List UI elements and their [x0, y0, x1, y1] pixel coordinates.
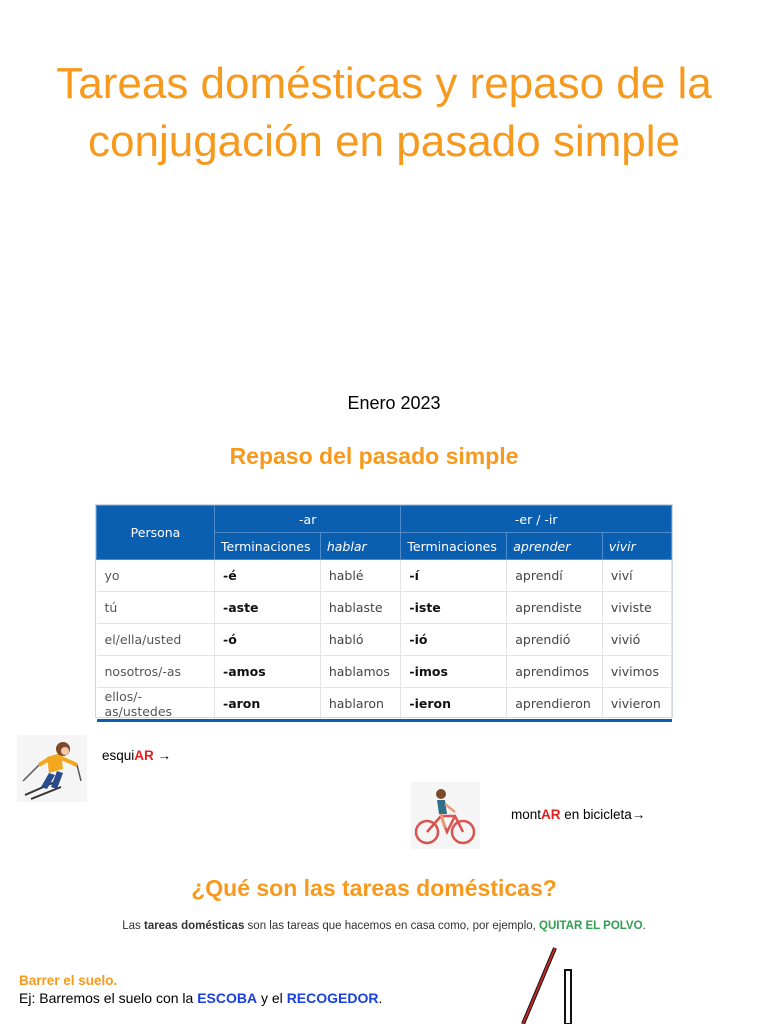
verb-cell: hablamos	[320, 656, 401, 688]
persona-header: Persona	[97, 506, 215, 560]
ski-caption	[102, 748, 171, 763]
er-ir-endings-header: Terminaciones	[401, 533, 507, 560]
table-row	[97, 592, 672, 624]
barrer-title: Barrer el suelo.	[19, 973, 118, 988]
barrer-example	[19, 990, 382, 1006]
definition-example: QUITAR EL POLVO	[539, 920, 643, 932]
ending-cell: -iste	[401, 592, 507, 624]
bike-caption	[511, 807, 645, 822]
ending-cell: -é	[215, 560, 321, 592]
ending-cell: -í	[401, 560, 507, 592]
escoba-word: ESCOBA	[197, 990, 258, 1006]
er-ir-group-header: -er / -ir	[401, 506, 672, 533]
ending-cell: -ó	[215, 624, 321, 656]
chores-heading: ¿Qué son las tareas domésticas?	[191, 875, 557, 901]
verb-cell: viví	[602, 560, 671, 592]
persona-cell: el/ella/usted	[97, 624, 215, 656]
barrer-text-2: y el	[257, 990, 287, 1006]
verb-cell: hablé	[320, 560, 401, 592]
page-title: Tareas domésticas y repaso de la conjugación en pasado simple	[56, 59, 712, 166]
verb-cell: aprendimos	[507, 656, 603, 688]
persona-cell: tú	[97, 592, 215, 624]
ending-cell: -amos	[215, 656, 321, 688]
ar-endings-header: Terminaciones	[215, 533, 321, 560]
verb-cell: aprendió	[507, 624, 603, 656]
persona-cell: yo	[97, 560, 215, 592]
ending-cell: -ió	[401, 624, 507, 656]
ending-cell: -imos	[401, 656, 507, 688]
bike-suffix: en bicicleta→	[560, 807, 646, 822]
table-row	[97, 656, 672, 688]
ski-prefix: esqui	[102, 748, 135, 763]
table-row	[97, 560, 672, 592]
vivir-header: vivir	[602, 533, 671, 560]
chores-definition	[0, 920, 768, 932]
ending-cell: -aste	[215, 592, 321, 624]
review-heading: Repaso del pasado simple	[229, 443, 519, 469]
cyclist-icon	[411, 782, 480, 849]
barrer-text-1: Ej: Barremos el suelo con la	[19, 990, 198, 1006]
hablar-header: hablar	[320, 533, 401, 560]
verb-cell: aprendiste	[507, 592, 603, 624]
verb-cell: vivimos	[602, 656, 671, 688]
bike-ending: AR	[541, 807, 561, 822]
table-row	[97, 688, 672, 721]
ski-ending: AR	[134, 748, 154, 763]
ending-cell: -aron	[215, 688, 321, 721]
definition-text-3: .	[642, 920, 646, 932]
verb-cell: hablaste	[320, 592, 401, 624]
broom-icon	[505, 944, 585, 1024]
verb-cell: hablaron	[320, 688, 401, 721]
verb-cell: vivió	[602, 624, 671, 656]
ending-cell: -ieron	[401, 688, 507, 721]
definition-text-2: son las tareas que hacemos en casa como, por ejemplo,	[244, 920, 540, 932]
date-label: Enero 2023	[347, 393, 441, 413]
aprender-header: aprender	[507, 533, 603, 560]
verb-cell: vivieron	[602, 688, 671, 721]
conjugation-table	[96, 505, 672, 717]
barrer-text-3: .	[378, 990, 383, 1006]
verb-cell: viviste	[602, 592, 671, 624]
verb-cell: aprendieron	[507, 688, 603, 721]
bike-prefix: mont	[511, 807, 542, 822]
verb-cell: habló	[320, 624, 401, 656]
skier-icon	[17, 735, 87, 802]
definition-text-1: Las	[122, 920, 144, 932]
ski-suffix: →	[153, 748, 172, 763]
ar-group-header: -ar	[215, 506, 401, 533]
persona-cell: nosotros/-as	[97, 656, 215, 688]
table-row	[97, 624, 672, 656]
definition-bold: tareas domésticas	[143, 920, 245, 932]
recogedor-word: RECOGEDOR	[286, 990, 379, 1006]
verb-cell: aprendí	[507, 560, 603, 592]
persona-cell: ellos/-as/ustedes	[97, 688, 215, 721]
